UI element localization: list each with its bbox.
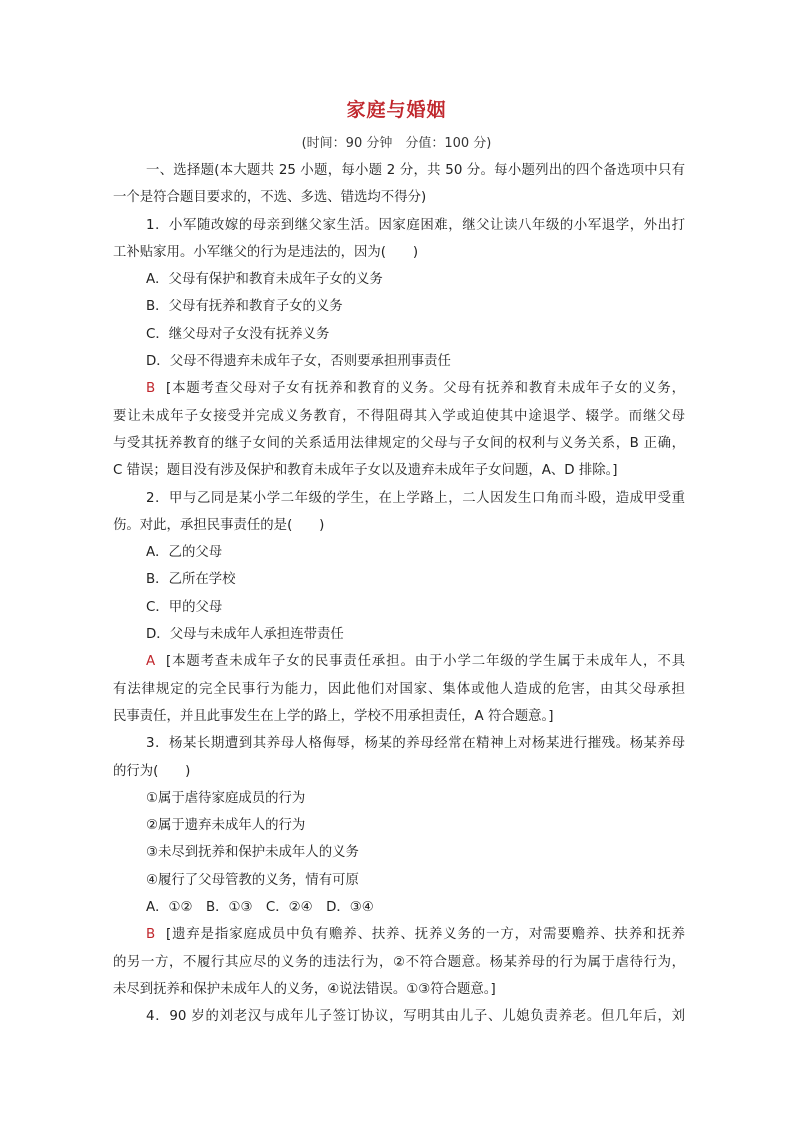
- line-text: 一个是符合题目要求的，不选、多选、错选均不得分): [113, 190, 427, 206]
- text-line: [113, 758, 685, 785]
- line-text: D．父母与未成年人承担连带责任: [146, 627, 344, 643]
- line-text: B．乙所在学校: [146, 572, 236, 588]
- text-line: [113, 184, 685, 211]
- line-text: 1．小军随改嫁的母亲到继父家生活。因家庭困难，继父让读八年级的小军退学，外出打: [146, 217, 685, 233]
- text-line: [113, 293, 685, 320]
- line-text: ①属于虐待家庭成员的行为: [146, 790, 306, 806]
- text-line: [113, 485, 685, 512]
- line-text: A．乙的父母: [146, 545, 223, 561]
- text-line: [113, 812, 685, 839]
- line-text: ④履行了父母管教的义务，情有可原: [146, 872, 359, 888]
- text-line: [113, 594, 685, 621]
- line-text: B．父母有抚养和教育子女的义务: [146, 299, 343, 315]
- document-body: [113, 157, 685, 1031]
- line-text: C．继父母对子女没有抚养义务: [146, 326, 330, 342]
- line-text: A．父母有保护和教育未成年子女的义务: [146, 272, 383, 288]
- line-text: 2．甲与乙同是某小学二年级的学生，在上学路上，二人因发生口角而斗殴，造成甲受重: [146, 490, 685, 506]
- line-text: 的另一方，不履行其应尽的义务的违法行为，②不符合题意。杨某养母的行为属于虐待行为，: [113, 954, 685, 970]
- answer-letter: B: [146, 927, 156, 943]
- text-line: [113, 949, 685, 976]
- line-text: ②属于遗弃未成年人的行为: [146, 818, 306, 834]
- text-line: [113, 430, 685, 457]
- text-line: [113, 839, 685, 866]
- exam-meta: (时间：90 分钟 分值：100 分): [301, 136, 492, 151]
- line-text: 一、选择题(本大题共 25 小题，每小题 2 分，共 50 分。每小题列出的四个备选项中只有: [146, 163, 685, 178]
- line-text: C．甲的父母: [146, 599, 223, 615]
- text-line: [113, 703, 685, 730]
- text-line: [113, 676, 685, 703]
- text-line: [113, 621, 685, 648]
- answer-letter: B: [146, 381, 156, 397]
- text-line: [113, 539, 685, 566]
- answer-line: [113, 921, 685, 948]
- line-text: 未尽到抚养和保护未成年人的义务，④说法错误。①③符合题意。]: [113, 981, 496, 997]
- answer-letter: A: [146, 654, 156, 670]
- line-text: A．①② B．①③ C．②④ D．③④: [146, 900, 374, 916]
- text-line: [113, 894, 685, 921]
- line-text: [遗弃是指家庭成员中负有赡养、扶养、抚养义务的一方，对需要赡养、扶养和抚养: [166, 927, 685, 943]
- line-text: C 错误；题目没有涉及保护和教育未成年子女以及遗弃未成年子女问题，A、D 排除。]: [113, 463, 618, 479]
- text-line: [113, 403, 685, 430]
- line-text: 要让未成年子女接受并完成义务教育，不得阻碍其入学或迫使其中途退学、辍学。而继父母: [113, 408, 685, 424]
- line-text: 有法律规定的完全民事行为能力，因此他们对国家、集体或他人造成的危害，由其父母承担: [113, 681, 685, 697]
- line-text: 3．杨某长期遭到其养母人格侮辱，杨某的养母经常在精神上对杨某进行摧残。杨某养母: [146, 736, 685, 752]
- text-line: [113, 1003, 685, 1030]
- text-line: [113, 239, 685, 266]
- line-text: D．父母不得遗弃未成年子女，否则要承担刑事责任: [146, 354, 451, 370]
- line-text: 4．90 岁的刘老汉与成年儿子签订协议，写明其由儿子、儿媳负责养老。但几年后，刘: [146, 1009, 685, 1025]
- line-text: [本题考查父母对子女有抚养和教育的义务。父母有抚养和教育未成年子女的义务，: [166, 381, 685, 397]
- text-line: [113, 457, 685, 484]
- text-line: [113, 348, 685, 375]
- line-text: 伤。对此，承担民事责任的是( ): [113, 517, 325, 533]
- text-line: [113, 566, 685, 593]
- text-line: [113, 730, 685, 757]
- line-text: [本题考查未成年子女的民事责任承担。由于小学二年级的学生属于未成年人，不具: [166, 654, 685, 670]
- line-text: 与受其抚养教育的继子女间的关系适用法律规定的父母与子女间的权利与义务关系，B 正确，: [113, 435, 685, 451]
- text-line: [113, 212, 685, 239]
- text-line: [113, 976, 685, 1003]
- line-text: ③未尽到抚养和保护未成年人的义务: [146, 845, 359, 861]
- page-title: 家庭与婚姻: [346, 99, 447, 121]
- text-line: [113, 867, 685, 894]
- line-text: 民事责任，并且此事发生在上学的路上，学校不用承担责任，A 符合题意。]: [113, 708, 554, 724]
- text-line: [113, 512, 685, 539]
- answer-line: [113, 648, 685, 675]
- answer-line: [113, 375, 685, 402]
- text-line: [113, 321, 685, 348]
- text-line: [113, 157, 685, 184]
- line-text: 工补贴家用。小军继父的行为是违法的，因为( ): [113, 244, 419, 260]
- line-text: 的行为( ): [113, 763, 191, 779]
- text-line: [113, 785, 685, 812]
- text-line: [113, 266, 685, 293]
